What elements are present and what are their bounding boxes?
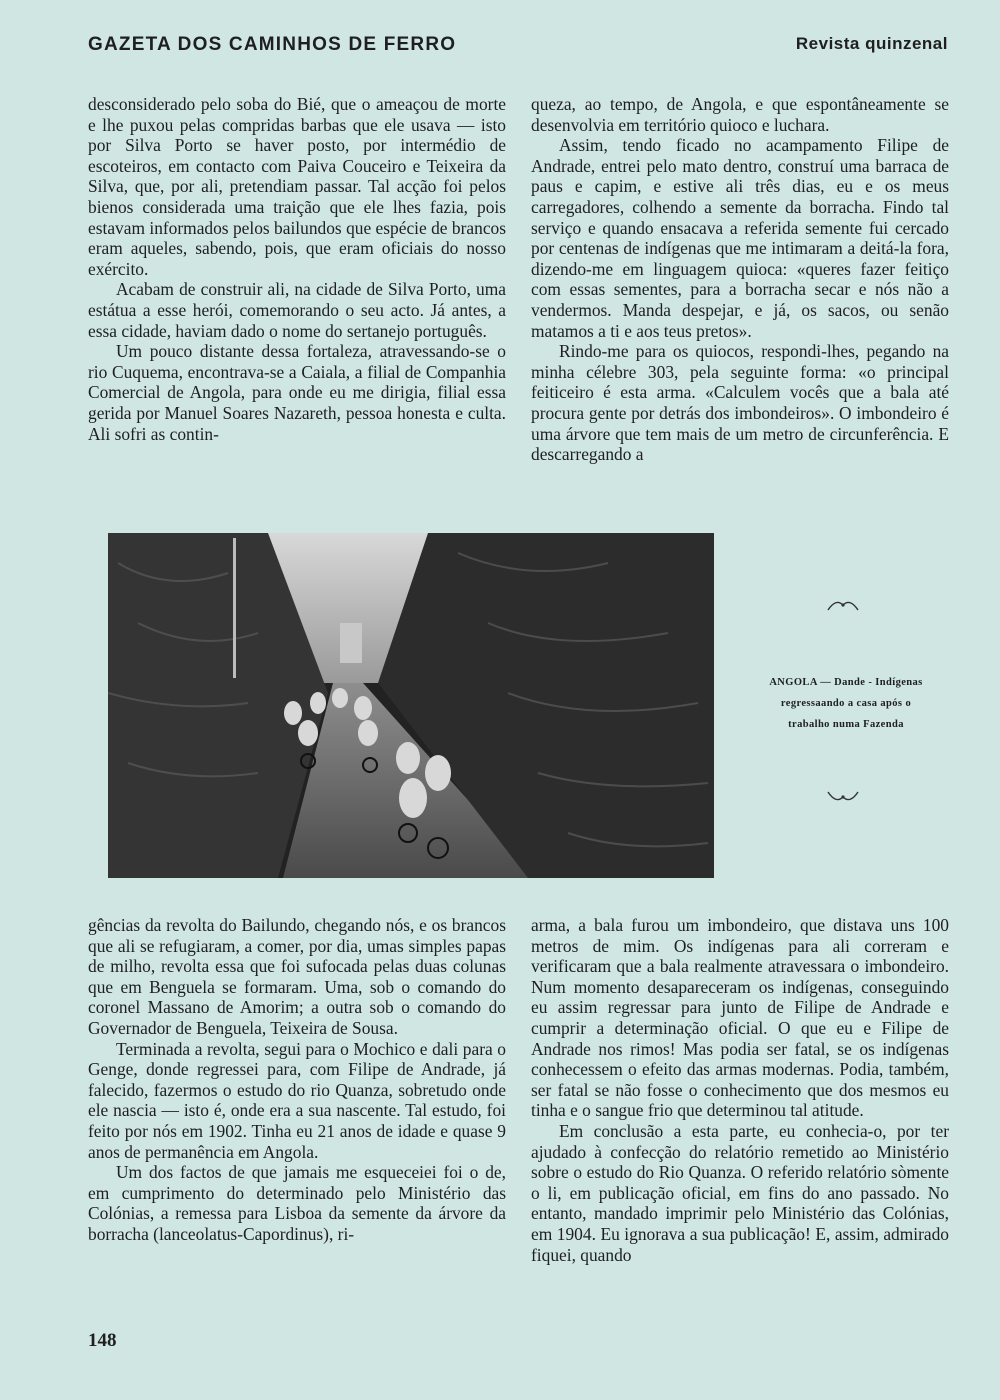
paragraph: desconsiderado pelo soba do Bié, que o ameaçou de morte e lhe puxou pelas compridas barbas que ele usava — isto por Silva Porto se haver posto, por intermédio de escoteiros, em contacto com Paiva Couceiro e Teixeira da Silva, que, por ali, pretendiam passar. Tal acção foi pelos bienos considerada uma traição que ele lhes fazia, pois estavam informados pelos bailundos que espécie de brancos eram aqueles, sabendo, pois, que eram oficiais do nosso exército. — [88, 94, 506, 279]
photo-caption — [752, 672, 940, 735]
paragraph: Rindo-me para os quiocos, respondi-lhes, pegando na minha célebre 303, pela seguinte forma: «o principal feiticeiro é esta arma. «Calculem vocês que a bala até procura gente por detrás dos imbondeiros». O imbondeiro é uma árvore que tem mais de um metro de circunferência. E descarregando a — [531, 341, 949, 465]
paragraph: gências da revolta do Bailundo, chegando nós, e os brancos que ali se refugiaram, a comer, por dia, umas simples papas de milho, revolta essa que foi sufocada pelas duas colunas que em Benguela se formaram. Uma, sob o comando do coronel Massano de Amorim; a outra sob o comando do Governador de Benguela, Teixeira de Sousa. — [88, 915, 506, 1038]
caption-line: trabalho numa Fazenda — [788, 719, 904, 730]
paragraph: Em conclusão a esta parte, eu conhecia-o, por ter ajudado à confecção do relatório remetido ao Ministério sobre o estudo do Rio Quanza. O referido relatório sòmente o li, em publicação oficial, em fins do ano passado. No entanto, mandado imprimir pelo Ministério das Colónias, em 1904. Eu ignorava a sua publicação! E, assim, admirado fiquei, quando — [531, 1120, 949, 1265]
paragraph: arma, a bala furou um imbondeiro, que distava uns 100 metros de mim. Os indígenas para ali correram e verificaram que a bala realmente atravessara o imbondeiro. Num momento desapareceram os indígenas, conseguindo eu assim regressar para junto de Filipe de Andrade e cumprir a determinação oficial. O que eu e Filipe de Andrade nos rimos! Mas podia ser fatal, se os indígenas conhecessem o efeito das armas modernas. Podia, também, ser fatal se não fosse o conhecimento que dos mesmos eu tinha e o sangue frio que determinou tal atitude. — [531, 915, 949, 1121]
paragraph: Um pouco distante dessa fortaleza, atravessando-se o rio Cuquema, encontrava-se a Caiala, a filial de Companhia Comercial de Angola, para onde eu me dirigia, filial essa gerida por Manuel Soares Nazareth, pessoa honesta e culta. Ali sofri as contin- — [88, 341, 506, 444]
photograph-cyclists-on-palm-road — [108, 533, 714, 878]
caption-line: ANGOLA — Dande - Indígenas — [769, 677, 923, 688]
page-number: 148 — [88, 1330, 117, 1351]
paragraph: Acabam de construir ali, na cidade de Silva Porto, uma estátua a esse herói, comemorando o seu acto. Já antes, a essa cidade, haviam dado o nome do sertanejo português. — [88, 279, 506, 341]
ornament-flourish-icon — [826, 788, 860, 806]
paragraph: queza, ao tempo, de Angola, e que espontâneamente se desenvolvia em território quioco e luchara. — [531, 94, 949, 135]
ornament-flourish-icon — [826, 596, 860, 614]
running-header-title: GAZETA DOS CAMINHOS DE FERRO — [88, 34, 457, 55]
caption-line: regressaando a casa após o — [780, 698, 912, 709]
paragraph: Um dos factos de que jamais me esqueceiei foi o de, em cumprimento do determinado pelo Ministério das Colónias, a remessa para Lisboa da semente da árvore da borracha (lanceolatus-Capordinus), ri- — [88, 1162, 506, 1244]
column-left-bottom — [88, 915, 506, 1245]
running-header-subtitle: Revista quinzenal — [795, 34, 948, 53]
paragraph: Terminada a revolta, segui para o Mochico e dali para o Genge, donde regressei para, com Filipe de Andrade, já falecido, fazermos o estudo do rio Quanza, sobretudo onde ele nascia — isto é, onde era a sua nascente. Tal estudo, foi feito por nós em 1902. Tinha eu 21 anos de idade e quase 9 anos de permanência em Angola. — [88, 1038, 506, 1162]
column-right-bottom — [531, 915, 949, 1265]
column-right-top — [531, 94, 949, 465]
column-left-top — [88, 94, 506, 444]
paragraph: Assim, tendo ficado no acampamento Filipe de Andrade, entrei pelo mato dentro, construí uma barraca de paus e capim, e estive ali três dias, eu e os meus carregadores, colhendo a semente da borracha. Findo tal serviço e quando ensacava a referida semente fui cercado por centenas de indígenas que me intimaram a deitá-la fora, dizendo-me em linguagem quioca: «queres fazer feitiço com essas sementes, para a borracha secar e nós não a vendermos. Manda despejar, e já, os sacos, ou senão matamos a ti e aos teus pretos». — [531, 135, 949, 341]
